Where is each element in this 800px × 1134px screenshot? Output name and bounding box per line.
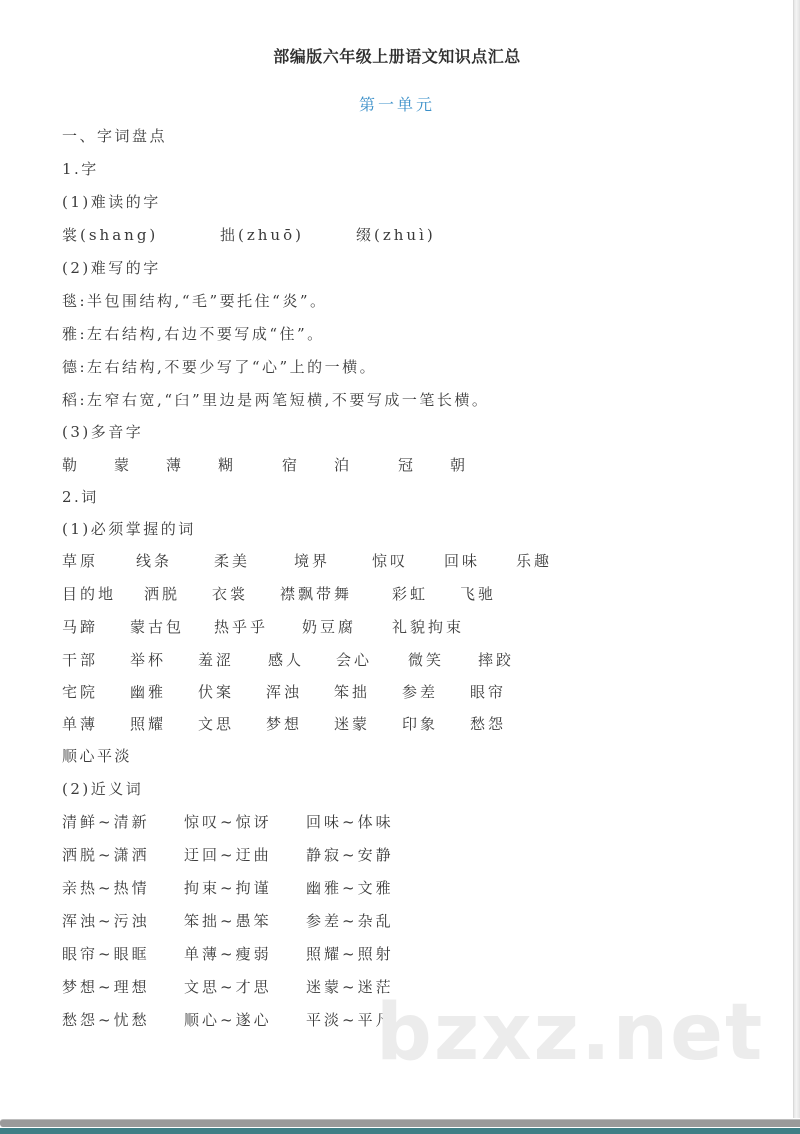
word-item: 衣裳 xyxy=(212,585,249,603)
word-item: 乐趣 xyxy=(516,552,553,570)
synonym-pair: 参差~杂乱 xyxy=(306,912,394,930)
word-item: 马蹄 xyxy=(62,618,99,636)
word-item: 宅院 xyxy=(62,683,99,701)
synonym-row xyxy=(62,944,562,964)
polyphone-item: 宿 xyxy=(282,456,301,474)
word-item: 梦想 xyxy=(266,715,303,733)
word-row xyxy=(62,650,762,670)
word-item: 洒脱 xyxy=(144,585,181,603)
polyphone-item: 朝 xyxy=(450,456,469,474)
synonym-pair: 眼帘~眼眶 xyxy=(62,945,150,963)
synonym-pair: 文思~才思 xyxy=(184,978,272,996)
hard-write-heading: (2)难写的字 xyxy=(62,259,161,277)
synonym-pair: 清鲜~清新 xyxy=(62,813,150,831)
vertical-scrollbar[interactable] xyxy=(793,0,800,1118)
word-row xyxy=(62,682,762,702)
word-item: 眼帘 xyxy=(470,683,507,701)
word-row xyxy=(62,551,762,571)
hard-read-item: 拙(zhuō) xyxy=(220,226,304,244)
word-item: 摔跤 xyxy=(478,651,515,669)
word-item: 感人 xyxy=(268,651,305,669)
synonym-pair: 梦想~理想 xyxy=(62,978,150,996)
must-master-heading: (1)必须掌握的词 xyxy=(62,520,196,538)
word-item: 迷蒙 xyxy=(334,715,371,733)
taskbar-strip xyxy=(0,1128,800,1134)
synonym-pair: 顺心~遂心 xyxy=(184,1011,272,1029)
hard-read-item: 缀(zhuì) xyxy=(356,226,436,244)
synonym-pair: 回味~体味 xyxy=(306,813,394,831)
unit-title: 第一单元 xyxy=(358,95,435,114)
document-title: 部编版六年级上册语文知识点汇总 xyxy=(273,47,521,66)
word-item: 举杯 xyxy=(130,651,167,669)
word-item: 惊叹 xyxy=(372,552,409,570)
word-item: 线条 xyxy=(136,552,173,570)
word-item: 襟飘带舞 xyxy=(280,585,353,603)
polyphones-row xyxy=(62,455,762,475)
word-row xyxy=(62,584,762,604)
synonym-pair: 单薄~瘦弱 xyxy=(184,945,272,963)
synonym-pair: 迂回~迂曲 xyxy=(184,846,272,864)
hard-write-line: 毯:半包围结构,“毛”要托住“炎”。 xyxy=(62,292,328,310)
word-item: 印象 xyxy=(402,715,439,733)
synonym-pair: 亲热~热情 xyxy=(62,879,150,897)
synonym-pair: 幽雅~文雅 xyxy=(306,879,394,897)
synonym-row xyxy=(62,878,562,898)
synonym-pair: 浑浊~污浊 xyxy=(62,912,150,930)
section-heading: 一、字词盘点 xyxy=(62,127,168,145)
word-item: 回味 xyxy=(444,552,481,570)
polyphone-item: 泊 xyxy=(334,456,353,474)
horizontal-scrollbar[interactable] xyxy=(0,1119,800,1127)
synonym-row xyxy=(62,845,562,865)
synonym-pair: 笨拙~愚笨 xyxy=(184,912,272,930)
polyphones-heading: (3)多音字 xyxy=(62,423,144,441)
synonym-pair: 拘束~拘谨 xyxy=(184,879,272,897)
word-row xyxy=(62,714,762,734)
word-item: 照耀 xyxy=(130,715,167,733)
word-item: 微笑 xyxy=(408,651,445,669)
word-item: 飞驰 xyxy=(460,585,497,603)
synonym-pair: 静寂~安静 xyxy=(306,846,394,864)
word-item: 境界 xyxy=(294,552,331,570)
hard-write-line: 稻:左窄右宽,“臼”里边是两笔短横,不要写成一笔长横。 xyxy=(62,391,490,409)
synonym-row xyxy=(62,911,562,931)
word-item: 文思 xyxy=(198,715,235,733)
word-item: 礼貌拘束 xyxy=(392,618,465,636)
word-item: 单薄 xyxy=(62,715,99,733)
word-item: 热乎乎 xyxy=(214,618,269,636)
word-item: 伏案 xyxy=(198,683,235,701)
word-item: 蒙古包 xyxy=(130,618,185,636)
synonym-pair: 惊叹~惊讶 xyxy=(184,813,272,831)
watermark: bzxz.net xyxy=(376,988,765,1078)
synonym-pair: 洒脱~潇洒 xyxy=(62,846,150,864)
polyphone-item: 冠 xyxy=(398,456,417,474)
hard-write-line: 德:左右结构,不要少写了“心”上的一横。 xyxy=(62,358,378,376)
word-item: 愁怨 xyxy=(470,715,507,733)
polyphone-item: 勒 xyxy=(62,456,81,474)
synonym-pair: 照耀~照射 xyxy=(306,945,394,963)
word-row xyxy=(62,617,762,637)
synonym-pair: 愁怨~忧愁 xyxy=(62,1011,150,1029)
polyphone-item: 糊 xyxy=(218,456,237,474)
polyphone-item: 蒙 xyxy=(114,456,133,474)
word-item: 奶豆腐 xyxy=(302,618,357,636)
hard-read-row xyxy=(62,225,762,245)
subsection-heading: 1.字 xyxy=(62,160,99,178)
word-item: 参差 xyxy=(402,683,439,701)
synonym-pair: 迷蒙~迷茫 xyxy=(306,978,394,996)
word-item: 彩虹 xyxy=(392,585,429,603)
synonyms-heading: (2)近义词 xyxy=(62,780,144,798)
subsection-heading: 2.词 xyxy=(62,488,99,506)
word-item: 干部 xyxy=(62,651,99,669)
word-item: 羞涩 xyxy=(198,651,235,669)
word-item: 幽雅 xyxy=(130,683,167,701)
hard-read-item: 裳(shang) xyxy=(62,226,159,244)
word-item: 浑浊 xyxy=(266,683,303,701)
polyphone-item: 薄 xyxy=(166,456,185,474)
word-item: 顺心平淡 xyxy=(62,747,133,765)
hard-read-heading: (1)难读的字 xyxy=(62,193,161,211)
word-item: 目的地 xyxy=(62,585,117,603)
word-item: 笨拙 xyxy=(334,683,371,701)
synonym-row xyxy=(62,812,562,832)
word-item: 柔美 xyxy=(214,552,251,570)
synonym-pair: 平淡~平凡 xyxy=(306,1011,394,1029)
word-item: 草原 xyxy=(62,552,99,570)
word-item: 会心 xyxy=(336,651,373,669)
hard-write-line: 雅:左右结构,右边不要写成“住”。 xyxy=(62,325,325,343)
